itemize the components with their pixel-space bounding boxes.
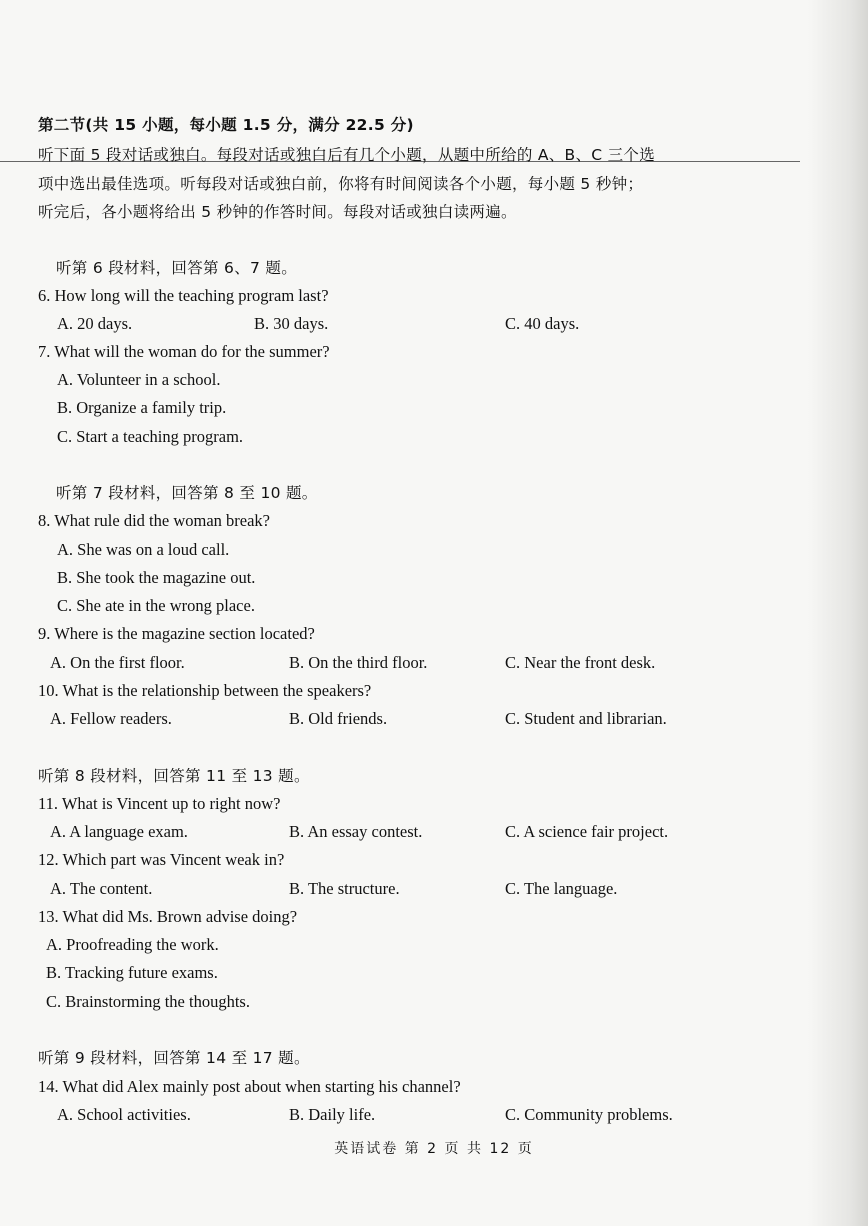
section-heading: 第二节(共 15 小题，每小题 1.5 分，满分 22.5 分)	[38, 116, 414, 134]
option-a: A. The content.	[50, 879, 153, 898]
page-footer: 英语试卷 第 2 页 共 12 页	[334, 1141, 534, 1157]
question-stem: 10. What is the relationship between the speakers?	[38, 681, 372, 700]
question-stem: 6. How long will the teaching program last?	[38, 286, 329, 305]
instruction-line-2: 项中选出最佳选项。听每段对话或独白前，你将有时间阅读各个小题，每小题 5 秒钟；	[38, 175, 644, 193]
option-b: B. Organize a family trip.	[57, 398, 227, 417]
option-c: C. The language.	[505, 879, 618, 898]
option-c: C. 40 days.	[505, 314, 580, 333]
question-stem: 13. What did Ms. Brown advise doing?	[38, 907, 298, 926]
option-b: B. On the third floor.	[289, 653, 428, 672]
question-stem: 11. What is Vincent up to right now?	[38, 794, 281, 813]
option-c: C. Near the front desk.	[505, 653, 656, 672]
option-a: A. A language exam.	[50, 822, 188, 841]
instruction-line-3: 听完后，各小题将给出 5 秒钟的作答时间。每段对话或独白读两遍。	[38, 203, 517, 221]
option-a: A. Volunteer in a school.	[57, 370, 221, 389]
group-intro: 听第 8 段材料，回答第 11 至 13 题。	[38, 767, 310, 785]
question-stem: 7. What will the woman do for the summer?	[38, 342, 330, 361]
group-intro: 听第 6 段材料，回答第 6、7 题。	[56, 259, 297, 277]
option-c: C. Student and librarian.	[505, 709, 667, 728]
question-stem: 9. Where is the magazine section located?	[38, 624, 315, 643]
option-a: A. Proofreading the work.	[46, 935, 219, 954]
option-a: A. She was on a loud call.	[57, 540, 230, 559]
option-a: A. On the first floor.	[50, 653, 185, 672]
option-c: C. Community problems.	[505, 1105, 673, 1124]
option-c: C. Start a teaching program.	[57, 427, 244, 446]
option-c: C. A science fair project.	[505, 822, 669, 841]
group-intro: 听第 7 段材料，回答第 8 至 10 题。	[56, 484, 318, 502]
group-intro: 听第 9 段材料，回答第 14 至 17 题。	[38, 1049, 310, 1067]
option-a: A. School activities.	[57, 1105, 191, 1124]
question-stem: 14. What did Alex mainly post about when starting his channel?	[38, 1077, 461, 1096]
option-b: B. Tracking future exams.	[46, 963, 218, 982]
instruction-line-1: 听下面 5 段对话或独白。每段对话或独白后有几个小题，从题中所给的 A、B、C 三个选	[38, 146, 656, 164]
option-b: B. 30 days.	[254, 314, 329, 333]
option-b: B. She took the magazine out.	[57, 568, 256, 587]
scan-shadow	[808, 0, 868, 1226]
option-a: A. 20 days.	[57, 314, 133, 333]
option-c: C. She ate in the wrong place.	[57, 596, 255, 615]
option-b: B. An essay contest.	[289, 822, 423, 841]
option-a: A. Fellow readers.	[50, 709, 172, 728]
option-b: B. Daily life.	[289, 1105, 376, 1124]
question-stem: 12. Which part was Vincent weak in?	[38, 850, 285, 869]
option-c: C. Brainstorming the thoughts.	[46, 992, 250, 1011]
option-b: B. Old friends.	[289, 709, 388, 728]
question-stem: 8. What rule did the woman break?	[38, 511, 270, 530]
option-b: B. The structure.	[289, 879, 400, 898]
